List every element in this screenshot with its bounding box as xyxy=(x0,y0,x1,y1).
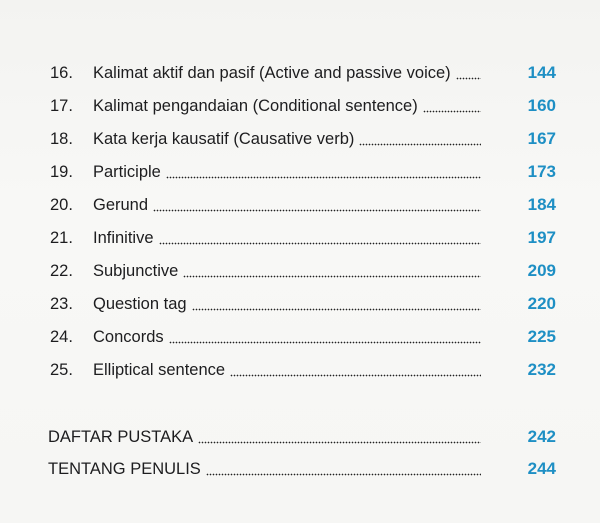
dot-leader xyxy=(159,224,481,252)
toc-entry[interactable] xyxy=(0,158,600,186)
toc-entry-bibliography[interactable] xyxy=(0,423,600,451)
toc-title-leader xyxy=(48,423,481,451)
toc-entry[interactable] xyxy=(0,224,600,252)
chapter-number: 20. xyxy=(50,196,73,214)
toc-title-leader xyxy=(93,59,481,87)
dot-leader xyxy=(169,323,481,351)
chapter-title: Question tag xyxy=(93,295,187,313)
toc-entry[interactable] xyxy=(0,290,600,318)
chapter-number: 24. xyxy=(50,328,73,346)
toc-title-leader xyxy=(48,455,481,483)
toc-entry[interactable] xyxy=(0,323,600,351)
chapter-title: Concords xyxy=(93,328,164,346)
dot-leader xyxy=(206,455,481,483)
page-number: 184 xyxy=(527,195,556,214)
toc-title-leader xyxy=(93,290,481,318)
toc-entry[interactable] xyxy=(0,257,600,285)
chapter-title: Kata kerja kausatif (Causative verb) xyxy=(93,130,355,148)
page-number: 144 xyxy=(527,63,556,82)
page-number: 209 xyxy=(527,261,556,280)
dot-leader xyxy=(359,125,481,153)
chapter-title: Infinitive xyxy=(93,229,154,247)
chapter-number: 18. xyxy=(50,130,73,148)
page-number: 244 xyxy=(527,459,556,478)
chapter-title: Participle xyxy=(93,163,161,181)
toc-title-leader xyxy=(93,92,481,120)
page-number: 160 xyxy=(527,96,556,115)
chapter-title: Kalimat aktif dan pasif (Active and passive voice) xyxy=(93,64,451,82)
toc-entry[interactable] xyxy=(0,356,600,384)
about-author-title: TENTANG PENULIS xyxy=(48,460,201,478)
dot-leader xyxy=(230,356,481,384)
page-number: 232 xyxy=(527,360,556,379)
dot-leader xyxy=(192,290,481,318)
dot-leader xyxy=(153,191,481,219)
chapter-number: 23. xyxy=(50,295,73,313)
toc-entry[interactable] xyxy=(0,191,600,219)
dot-leader xyxy=(423,92,481,120)
page-number: 225 xyxy=(527,327,556,346)
dot-leader xyxy=(198,423,481,451)
toc-title-leader xyxy=(93,125,481,153)
dot-leader xyxy=(456,59,481,87)
toc-title-leader xyxy=(93,224,481,252)
toc-title-leader xyxy=(93,158,481,186)
toc-entry[interactable] xyxy=(0,92,600,120)
chapter-number: 17. xyxy=(50,97,73,115)
toc-entry-about-author[interactable] xyxy=(0,455,600,483)
dot-leader xyxy=(183,257,481,285)
chapter-title: Subjunctive xyxy=(93,262,179,280)
toc-title-leader xyxy=(93,257,481,285)
chapter-number: 25. xyxy=(50,361,73,379)
page-number: 167 xyxy=(527,129,556,148)
toc-entry[interactable] xyxy=(0,125,600,153)
chapter-title: Gerund xyxy=(93,196,149,214)
chapter-title: Kalimat pengandaian (Conditional sentence) xyxy=(93,97,418,115)
page-number: 173 xyxy=(527,162,556,181)
page-number: 242 xyxy=(527,427,556,446)
page-number: 220 xyxy=(527,294,556,313)
dot-leader xyxy=(166,158,481,186)
toc-entry[interactable] xyxy=(0,59,600,87)
chapter-number: 21. xyxy=(50,229,73,247)
toc-title-leader xyxy=(93,191,481,219)
toc-title-leader xyxy=(93,356,481,384)
page-number: 197 xyxy=(527,228,556,247)
chapter-number: 16. xyxy=(50,64,73,82)
chapter-number: 22. xyxy=(50,262,73,280)
toc-title-leader xyxy=(93,323,481,351)
bibliography-title: DAFTAR PUSTAKA xyxy=(48,428,194,446)
chapter-title: Elliptical sentence xyxy=(93,361,226,379)
chapter-number: 19. xyxy=(50,163,73,181)
